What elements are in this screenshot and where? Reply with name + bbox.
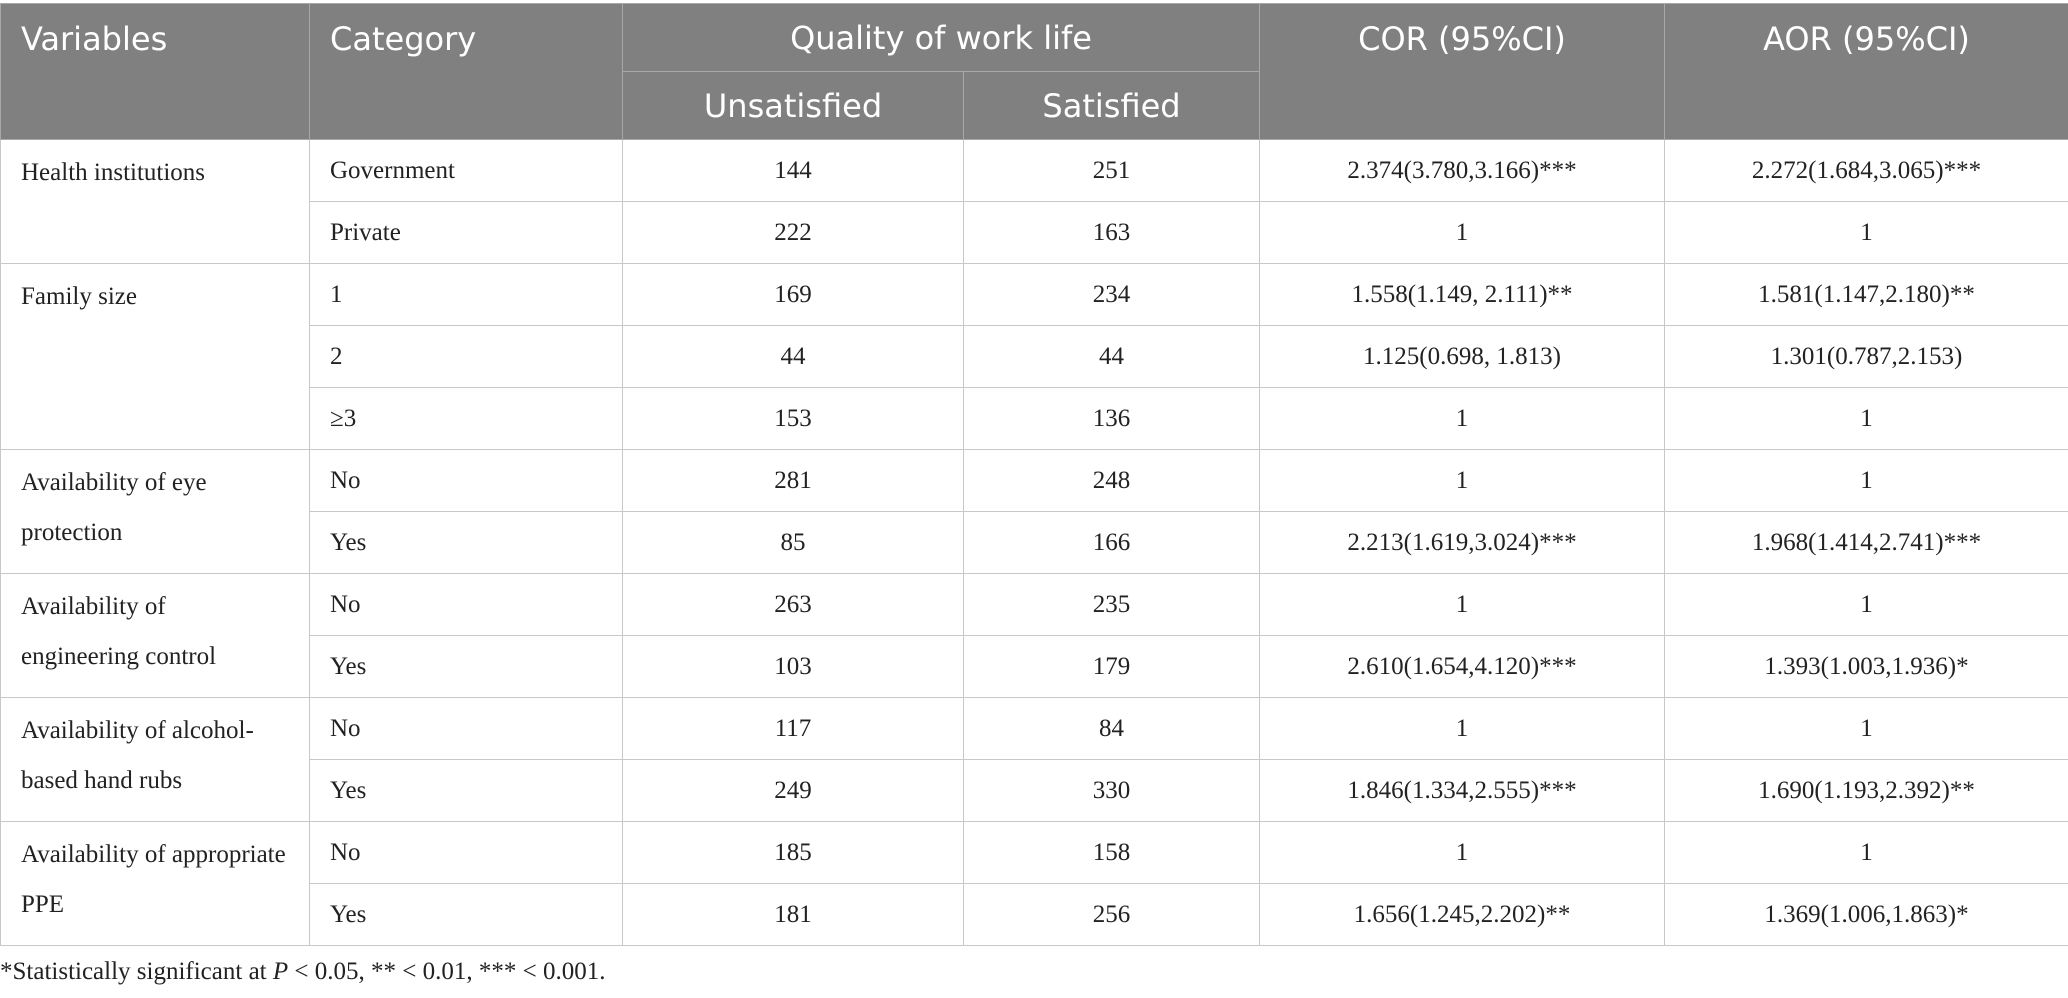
header-unsatisfied: Unsatisfied <box>623 72 964 140</box>
aor-cell: 1.301(0.787,2.153) <box>1665 326 2068 388</box>
unsatisfied-cell: 103 <box>623 636 964 698</box>
footnote-p: P <box>272 958 289 985</box>
variable-label: Availability of eye protection <box>21 469 207 546</box>
unsatisfied-cell: 44 <box>623 326 964 388</box>
table-row <box>1 636 2068 698</box>
header-variables: Variables <box>1 4 310 140</box>
category-cell: Yes <box>310 512 623 574</box>
unsatisfied-cell: 249 <box>623 760 964 822</box>
table-row <box>1 884 2068 946</box>
category-cell: 1 <box>310 264 623 326</box>
cor-cell: 1.846(1.334,2.555)*** <box>1260 760 1665 822</box>
header-cor: COR (95%CI) <box>1260 4 1665 140</box>
unsatisfied-cell: 185 <box>623 822 964 884</box>
table-row <box>1 822 2068 884</box>
aor-cell: 1.393(1.003,1.936)* <box>1665 636 2068 698</box>
table-row <box>1 264 2068 326</box>
satisfied-cell: 235 <box>964 574 1260 636</box>
category-cell: Yes <box>310 884 623 946</box>
category-cell: ≥3 <box>310 388 623 450</box>
satisfied-cell: 163 <box>964 202 1260 264</box>
table-header <box>1 4 2068 140</box>
cor-cell: 1 <box>1260 202 1665 264</box>
table-body <box>1 140 2068 946</box>
aor-cell: 1 <box>1665 574 2068 636</box>
footnote <box>0 958 605 986</box>
table-row <box>1 140 2068 202</box>
aor-cell: 1 <box>1665 450 2068 512</box>
satisfied-cell: 84 <box>964 698 1260 760</box>
satisfied-cell: 234 <box>964 264 1260 326</box>
satisfied-cell: 256 <box>964 884 1260 946</box>
category-cell: 2 <box>310 326 623 388</box>
cor-cell: 1.558(1.149, 2.111)** <box>1260 264 1665 326</box>
unsatisfied-cell: 222 <box>623 202 964 264</box>
variable-label: Family size <box>21 283 137 310</box>
header-satisfied: Satisfied <box>964 72 1260 140</box>
satisfied-cell: 136 <box>964 388 1260 450</box>
aor-cell: 1 <box>1665 202 2068 264</box>
variable-cell <box>1 574 310 698</box>
cor-cell: 2.374(3.780,3.166)*** <box>1260 140 1665 202</box>
unsatisfied-cell: 169 <box>623 264 964 326</box>
satisfied-cell: 158 <box>964 822 1260 884</box>
cor-cell: 1 <box>1260 574 1665 636</box>
category-cell: Government <box>310 140 623 202</box>
aor-cell: 1 <box>1665 822 2068 884</box>
cor-cell: 2.610(1.654,4.120)*** <box>1260 636 1665 698</box>
unsatisfied-cell: 85 <box>623 512 964 574</box>
category-cell: No <box>310 822 623 884</box>
table-row <box>1 388 2068 450</box>
cor-cell: 1 <box>1260 698 1665 760</box>
unsatisfied-cell: 117 <box>623 698 964 760</box>
unsatisfied-cell: 153 <box>623 388 964 450</box>
category-cell: Yes <box>310 636 623 698</box>
table-row <box>1 760 2068 822</box>
variable-cell <box>1 698 310 822</box>
unsatisfied-cell: 263 <box>623 574 964 636</box>
header-category: Category <box>310 4 623 140</box>
satisfied-cell: 251 <box>964 140 1260 202</box>
table-row <box>1 698 2068 760</box>
unsatisfied-cell: 144 <box>623 140 964 202</box>
aor-cell: 1 <box>1665 698 2068 760</box>
satisfied-cell: 166 <box>964 512 1260 574</box>
table-row <box>1 574 2068 636</box>
aor-cell: 2.272(1.684,3.065)*** <box>1665 140 2068 202</box>
satisfied-cell: 179 <box>964 636 1260 698</box>
category-cell: Yes <box>310 760 623 822</box>
aor-cell: 1.690(1.193,2.392)** <box>1665 760 2068 822</box>
results-table <box>0 3 2068 946</box>
aor-cell: 1.369(1.006,1.863)* <box>1665 884 2068 946</box>
aor-cell: 1.968(1.414,2.741)*** <box>1665 512 2068 574</box>
variable-cell <box>1 450 310 574</box>
variable-cell <box>1 264 310 450</box>
cor-cell: 1 <box>1260 822 1665 884</box>
table-container <box>0 3 2068 946</box>
aor-cell: 1.581(1.147,2.180)** <box>1665 264 2068 326</box>
variable-label: Availability of engineering control <box>21 593 217 670</box>
table-row <box>1 450 2068 512</box>
header-quality-of-work-life: Quality of work life <box>623 4 1260 72</box>
cor-cell: 1 <box>1260 450 1665 512</box>
category-cell: No <box>310 450 623 512</box>
table-row <box>1 326 2068 388</box>
cor-cell: 1 <box>1260 388 1665 450</box>
cor-cell: 1.125(0.698, 1.813) <box>1260 326 1665 388</box>
category-cell: No <box>310 698 623 760</box>
variable-label: Availability of appropriate PPE <box>21 841 286 918</box>
variable-label: Health institutions <box>21 159 206 186</box>
table-row <box>1 512 2068 574</box>
variable-label: Availability of alcohol-based hand rubs <box>21 717 254 794</box>
unsatisfied-cell: 281 <box>623 450 964 512</box>
header-aor: AOR (95%CI) <box>1665 4 2068 140</box>
satisfied-cell: 248 <box>964 450 1260 512</box>
footnote-suffix: < 0.05, ** < 0.01, *** < 0.001. <box>288 958 606 985</box>
cor-cell: 1.656(1.245,2.202)** <box>1260 884 1665 946</box>
footnote-prefix: *Statistically significant at <box>0 958 273 985</box>
satisfied-cell: 330 <box>964 760 1260 822</box>
cor-cell: 2.213(1.619,3.024)*** <box>1260 512 1665 574</box>
aor-cell: 1 <box>1665 388 2068 450</box>
table-row <box>1 202 2068 264</box>
variable-cell <box>1 140 310 264</box>
unsatisfied-cell: 181 <box>623 884 964 946</box>
satisfied-cell: 44 <box>964 326 1260 388</box>
variable-cell <box>1 822 310 946</box>
category-cell: No <box>310 574 623 636</box>
category-cell: Private <box>310 202 623 264</box>
